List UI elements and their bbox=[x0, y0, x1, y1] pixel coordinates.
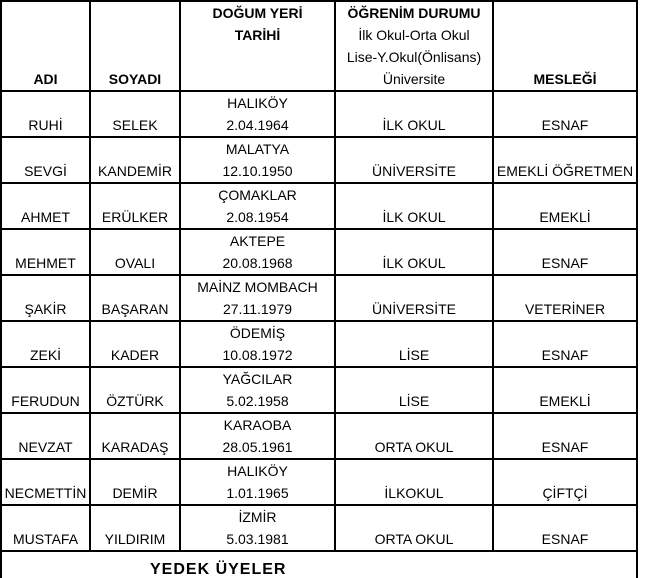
surname-text: KARADAŞ bbox=[101, 439, 169, 455]
name-text: RUHİ bbox=[28, 117, 63, 133]
table-row bbox=[1, 459, 637, 505]
cell-surname[interactable] bbox=[90, 183, 180, 229]
header-education bbox=[335, 1, 493, 91]
cell-occupation[interactable] bbox=[493, 229, 637, 275]
cell-surname[interactable] bbox=[90, 321, 180, 367]
cell-education[interactable] bbox=[335, 413, 493, 459]
birthdate-text: 5.02.1958 bbox=[226, 393, 289, 409]
surname-text: BAŞARAN bbox=[101, 301, 169, 317]
birthplace-text: AKTEPE bbox=[229, 233, 286, 249]
cell-occupation[interactable] bbox=[493, 91, 637, 137]
surname-text: SELEK bbox=[112, 117, 158, 133]
header-education-title: ÖĞRENİM DURUMU bbox=[347, 5, 481, 21]
header-occupation bbox=[493, 1, 637, 91]
birthplace-text: İZMİR bbox=[238, 509, 277, 525]
occupation-text: ESNAF bbox=[541, 531, 589, 547]
cell-education[interactable] bbox=[335, 367, 493, 413]
education-text: İLKOKUL bbox=[384, 485, 444, 501]
header-education-line2: Lise-Y.Okul(Önlisans) bbox=[346, 49, 482, 65]
cell-surname[interactable] bbox=[90, 275, 180, 321]
cell-birth[interactable] bbox=[180, 229, 335, 275]
table-row bbox=[1, 137, 637, 183]
header-name-label: ADI bbox=[33, 71, 58, 87]
header-row bbox=[1, 1, 637, 91]
name-text: MEHMET bbox=[15, 255, 76, 271]
birthdate-text: 27.11.1979 bbox=[222, 301, 293, 317]
cell-surname[interactable] bbox=[90, 91, 180, 137]
table-row bbox=[1, 183, 637, 229]
header-occupation-label: MESLEĞİ bbox=[533, 71, 597, 87]
header-education-line1: İlk Okul-Orta Okul bbox=[358, 27, 470, 43]
cell-occupation[interactable] bbox=[493, 321, 637, 367]
birthplace-text: MALATYA bbox=[225, 141, 290, 157]
cell-education[interactable] bbox=[335, 229, 493, 275]
occupation-text: VETERİNER bbox=[524, 301, 606, 317]
name-text: ZEKİ bbox=[29, 347, 62, 363]
header-birth-line1: DOĞUM YERİ bbox=[212, 5, 303, 21]
education-text: ÜNİVERSİTE bbox=[371, 301, 456, 317]
cell-surname[interactable] bbox=[90, 459, 180, 505]
cell-occupation[interactable] bbox=[493, 459, 637, 505]
cell-name[interactable] bbox=[1, 137, 90, 183]
surname-text: KANDEMİR bbox=[98, 163, 172, 179]
cell-name[interactable] bbox=[1, 459, 90, 505]
surname-text: OVALI bbox=[114, 255, 156, 271]
birthdate-text: 12.10.1950 bbox=[222, 163, 293, 179]
cell-surname[interactable] bbox=[90, 137, 180, 183]
cell-education[interactable] bbox=[335, 183, 493, 229]
education-text: ORTA OKUL bbox=[374, 531, 454, 547]
occupation-text: ESNAF bbox=[541, 255, 589, 271]
cell-occupation[interactable] bbox=[493, 413, 637, 459]
cell-occupation[interactable] bbox=[493, 275, 637, 321]
cell-name[interactable] bbox=[1, 275, 90, 321]
birthplace-text: HALIKÖY bbox=[227, 463, 288, 479]
cell-surname[interactable] bbox=[90, 413, 180, 459]
birthdate-text: 5.03.1981 bbox=[226, 531, 289, 547]
reserve-members-heading: YEDEK ÜYELER bbox=[150, 561, 287, 578]
name-text: FERUDUN bbox=[11, 393, 80, 409]
education-text: İLK OKUL bbox=[382, 209, 446, 225]
header-name bbox=[1, 1, 90, 91]
birthplace-text: YAĞCILAR bbox=[222, 371, 293, 387]
header-education-line3: Üniversite bbox=[382, 71, 446, 87]
name-text: AHMET bbox=[21, 209, 70, 225]
name-text: MUSTAFA bbox=[12, 531, 79, 547]
birthdate-text: 28.05.1961 bbox=[222, 439, 293, 455]
cell-birth[interactable] bbox=[180, 459, 335, 505]
cell-birth[interactable] bbox=[180, 91, 335, 137]
name-text: ŞAKİR bbox=[24, 301, 67, 317]
cell-birth[interactable] bbox=[180, 275, 335, 321]
table-row bbox=[1, 91, 637, 137]
table-row bbox=[1, 321, 637, 367]
birthplace-text: HALIKÖY bbox=[227, 95, 288, 111]
occupation-text: ÇİFTÇİ bbox=[542, 485, 588, 501]
surname-text: ERÜLKER bbox=[101, 209, 169, 225]
name-text: NECMETTİN bbox=[4, 485, 87, 501]
cell-birth[interactable] bbox=[180, 321, 335, 367]
birthplace-text: MAİNZ MOMBACH bbox=[197, 279, 318, 295]
birthdate-text: 20.08.1968 bbox=[222, 255, 293, 271]
table-row bbox=[1, 413, 637, 459]
birthplace-text: KARAOBA bbox=[223, 417, 292, 433]
birthplace-text: ÇOMAKLAR bbox=[218, 187, 297, 203]
cell-education[interactable] bbox=[335, 91, 493, 137]
education-text: LİSE bbox=[398, 393, 430, 409]
table-row bbox=[1, 229, 637, 275]
cell-occupation[interactable] bbox=[493, 137, 637, 183]
header-surname-label: SOYADI bbox=[108, 71, 162, 87]
cell-occupation[interactable] bbox=[493, 367, 637, 413]
occupation-text: ESNAF bbox=[541, 347, 589, 363]
cell-birth[interactable] bbox=[180, 183, 335, 229]
surname-text: KADER bbox=[110, 347, 160, 363]
occupation-text: EMEKLİ ÖĞRETMEN bbox=[496, 163, 634, 179]
birthdate-text: 10.08.1972 bbox=[222, 347, 293, 363]
cell-birth[interactable] bbox=[180, 137, 335, 183]
name-text: SEVGİ bbox=[24, 163, 67, 179]
birthplace-text: ÖDEMİŞ bbox=[229, 325, 286, 341]
header-birth-line2: TARİHİ bbox=[234, 27, 281, 43]
birthdate-text: 1.01.1965 bbox=[226, 485, 289, 501]
education-text: ORTA OKUL bbox=[374, 439, 454, 455]
cell-name[interactable] bbox=[1, 367, 90, 413]
table-row bbox=[1, 367, 637, 413]
cell-surname[interactable] bbox=[90, 229, 180, 275]
education-text: LİSE bbox=[398, 347, 430, 363]
reserve-members-section bbox=[0, 538, 638, 578]
cell-education[interactable] bbox=[335, 137, 493, 183]
cell-surname[interactable] bbox=[90, 367, 180, 413]
occupation-text: ESNAF bbox=[541, 439, 589, 455]
occupation-text: EMEKLİ bbox=[539, 393, 591, 409]
header-birth bbox=[180, 1, 335, 91]
cell-education[interactable] bbox=[335, 321, 493, 367]
cell-name[interactable] bbox=[1, 413, 90, 459]
surname-text: ÖZTÜRK bbox=[106, 393, 164, 409]
occupation-text: ESNAF bbox=[541, 117, 589, 133]
cell-name[interactable] bbox=[1, 183, 90, 229]
cell-occupation[interactable] bbox=[493, 183, 637, 229]
surname-text: DEMİR bbox=[112, 485, 158, 501]
occupation-text: EMEKLİ bbox=[539, 209, 591, 225]
education-text: İLK OKUL bbox=[382, 117, 446, 133]
cell-name[interactable] bbox=[1, 229, 90, 275]
education-text: ÜNİVERSİTE bbox=[371, 163, 456, 179]
cell-education[interactable] bbox=[335, 275, 493, 321]
cell-birth[interactable] bbox=[180, 413, 335, 459]
birthdate-text: 2.04.1964 bbox=[226, 117, 289, 133]
cell-education[interactable] bbox=[335, 459, 493, 505]
header-surname bbox=[90, 1, 180, 91]
cell-birth[interactable] bbox=[180, 367, 335, 413]
name-text: NEVZAT bbox=[18, 439, 73, 455]
cell-name[interactable] bbox=[1, 321, 90, 367]
education-text: İLK OKUL bbox=[382, 255, 446, 271]
birthdate-text: 2.08.1954 bbox=[226, 209, 289, 225]
surname-text: YILDIRIM bbox=[104, 531, 166, 547]
table-row bbox=[1, 275, 637, 321]
cell-name[interactable] bbox=[1, 91, 90, 137]
